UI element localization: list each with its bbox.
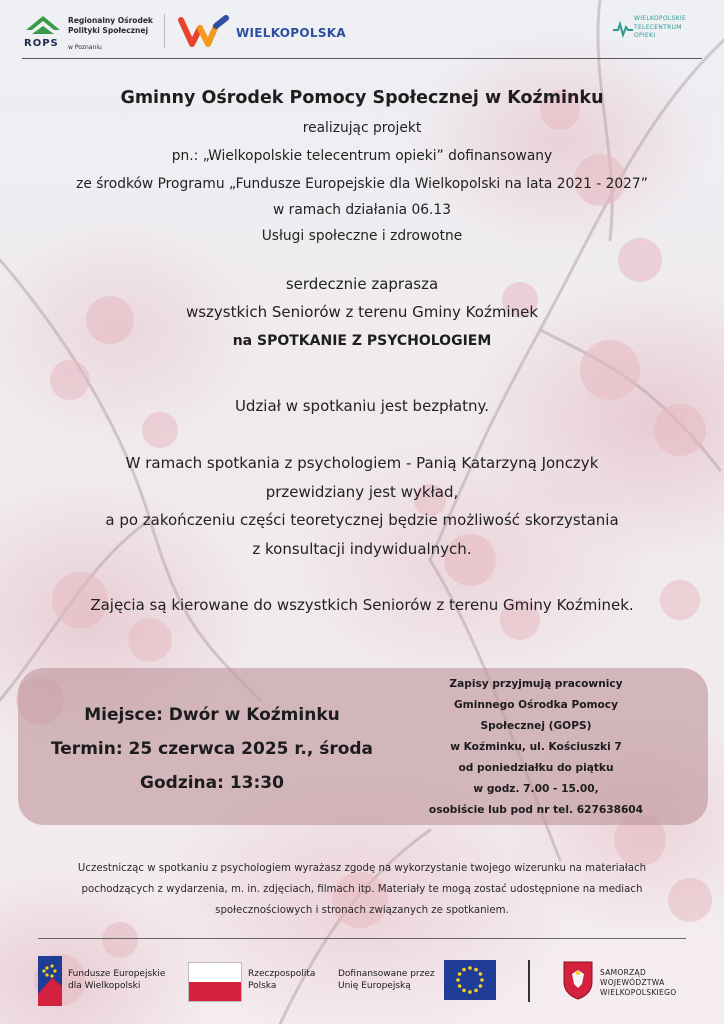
header [22,10,702,56]
consent-line: pochodzących z wydarzenia, m. in. zdjęciach, filmach itp. Materiały te mogą zostać udostępnione na mediach [81,884,643,895]
heartbeat-icon [612,18,634,40]
rzeczpospolita-text: Rzeczpospolita Polska [248,969,316,991]
page-title: Gminny Ośrodek Pomocy Społecznej w Koźminku [120,88,604,108]
consent-line: społecznościowych i stronach związanych ze spotkaniem. [215,905,509,916]
target-audience: Zajęcia są kierowane do wszystkich Seniorów z terenu Gminy Koźminek. [90,596,634,614]
wielkopolska-logo [178,14,378,50]
event-name: na SPOTKANIE Z PSYCHOLOGIEM [232,333,492,349]
intro-line: Usługi społeczne i zdrowotne [261,228,463,244]
header-divider [164,14,165,48]
eu-funding-text: Dofinansowane przez Unię Europejską [338,969,435,991]
wielkopolska-coat-of-arms-icon [562,960,594,1000]
telecentrum-logo [612,12,704,52]
samorzad-text: SAMORZĄD WOJEWÓDZTWA WIELKOPOLSKIEGO [600,968,677,997]
event-date: Termin: 25 czerwca 2025 r., środa [50,739,374,759]
intro-line: pn.: „Wielkopolskie telecentrum opieki” dofinansowany [171,148,553,164]
event-info-box [18,668,708,825]
telecentrum-name: WIELKOPOLSKIE TELECENTRUM OPIEKI [634,15,687,39]
registration-line: Zapisy przyjmują pracownicy [449,678,623,690]
fundusze-europejskie-text: Fundusze Europejskie dla Wielkopolski [68,969,166,991]
event-time: Godzina: 13:30 [140,773,284,793]
registration-phone: osobiście lub pod nr tel. 627638604 [428,804,644,816]
rops-name: Regionalny Ośrodek Polityki Społecznej [68,16,153,35]
header-rule [22,58,702,59]
registration-line: od poniedziałku do piątku [458,762,614,774]
invite-line: wszystkich Seniorów z terenu Gminy Koźminek [185,303,539,321]
intro-line: realizując projekt [302,120,422,136]
details-line: W ramach spotkania z psychologiem - Panią Katarzyną Jonczyk [125,454,599,472]
rops-logo [22,12,162,52]
free-entry-note: Udział w spotkaniu jest bezpłatny. [234,397,490,415]
poland-flag-icon [188,962,242,1002]
event-details [32,698,392,800]
registration-info [416,674,656,821]
intro-line: ze środków Programu „Fundusze Europejskie dla Wielkopolski na lata 2021 - 2027” [76,176,648,192]
rops-city: w Poznaniu [68,44,102,51]
registration-line: w godz. 7.00 - 15.00, [473,783,599,795]
registration-line: Gminnego Ośrodka Pomocy [453,699,618,711]
eu-flag-icon [444,960,496,1000]
registration-line: Społecznej (GOPS) [480,720,592,732]
wielkopolska-w-icon [178,14,230,48]
event-place: Miejsce: Dwór w Koźminku [84,705,340,725]
wielkopolska-label: WIELKOPOLSKA [236,26,346,40]
footer-rule [38,938,686,939]
registration-line: w Koźminku, ul. Kościuszki 7 [450,741,622,753]
details-line: przewidziany jest wykład, [265,483,459,501]
intro-line: w ramach działania 06.13 [273,202,451,218]
consent-line: Uczestnicząc w spotkaniu z psychologiem wyrażasz zgodę na wykorzystanie twojego wizerunku na materiałach [77,863,647,874]
funding-logos [0,950,724,1014]
image-consent-notice [0,858,724,921]
details-line: a po zakończeniu części teoretycznej będzie możliwość skorzystania [105,511,619,529]
fundusze-europejskie-icon [38,956,62,1006]
invite-line: serdecznie zaprasza [285,275,439,293]
details-line: z konsultacji indywidualnych. [252,540,472,558]
footer-divider [528,960,530,1002]
rops-abbreviation: ROPS [24,38,59,49]
